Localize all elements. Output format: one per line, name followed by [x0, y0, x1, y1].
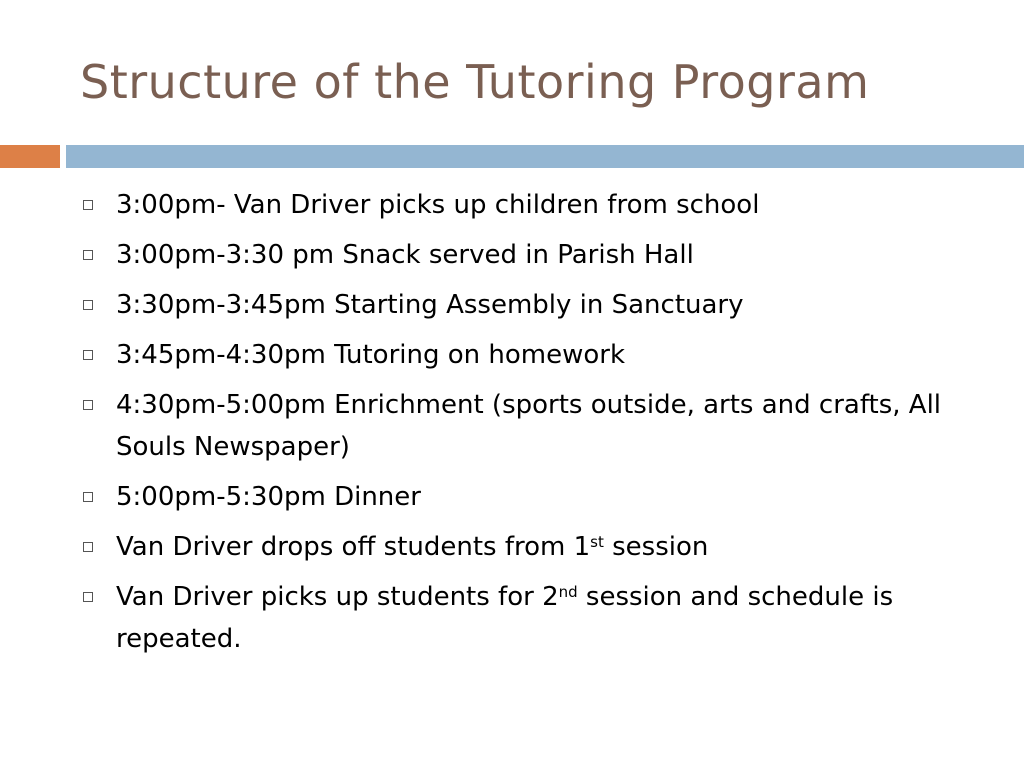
bullet-text: 4:30pm-5:00pm Enrichment (sports outside, arts and crafts, All Souls Newspaper) [116, 390, 942, 462]
bullet-item [0, 284, 1024, 326]
bullet-item [0, 334, 1024, 376]
bullet-text: 3:00pm-3:30 pm Snack served in Parish Hall [116, 240, 694, 270]
bullet-list [0, 184, 1024, 668]
bullet-text [116, 532, 708, 562]
bullet-item [0, 184, 1024, 226]
ordinal-suffix: st [590, 532, 604, 551]
bullet-text-part: session and schedule is repeated. [116, 582, 894, 654]
ordinal-suffix: nd [558, 582, 578, 601]
bullet-text: 3:00pm- Van Driver picks up children from school [116, 190, 760, 220]
bullet-item [0, 476, 1024, 518]
bullet-text: 3:30pm-3:45pm Starting Assembly in Sanctuary [116, 290, 744, 320]
accent-bar-blue [66, 145, 1024, 168]
bullet-item [0, 526, 1024, 568]
hollow-square-bullet-icon [83, 350, 93, 360]
hollow-square-bullet-icon [83, 400, 93, 410]
slide-title: Structure of the Tutoring Program [80, 55, 870, 109]
bullet-item [0, 234, 1024, 276]
hollow-square-bullet-icon [83, 250, 93, 260]
hollow-square-bullet-icon [83, 542, 93, 552]
hollow-square-bullet-icon [83, 200, 93, 210]
bullet-text: 5:00pm-5:30pm Dinner [116, 482, 421, 512]
hollow-square-bullet-icon [83, 300, 93, 310]
hollow-square-bullet-icon [83, 492, 93, 502]
bullet-text-part: Van Driver drops off students from 1 [116, 532, 591, 562]
hollow-square-bullet-icon [83, 592, 93, 602]
accent-bar-orange [0, 145, 60, 168]
bullet-text-part: session [603, 532, 709, 562]
bullet-text [116, 582, 893, 654]
bullet-item [0, 384, 1024, 468]
bullet-text-part: Van Driver picks up students for 2 [116, 582, 559, 612]
bullet-item [0, 576, 1024, 660]
bullet-text: 3:45pm-4:30pm Tutoring on homework [116, 340, 626, 370]
